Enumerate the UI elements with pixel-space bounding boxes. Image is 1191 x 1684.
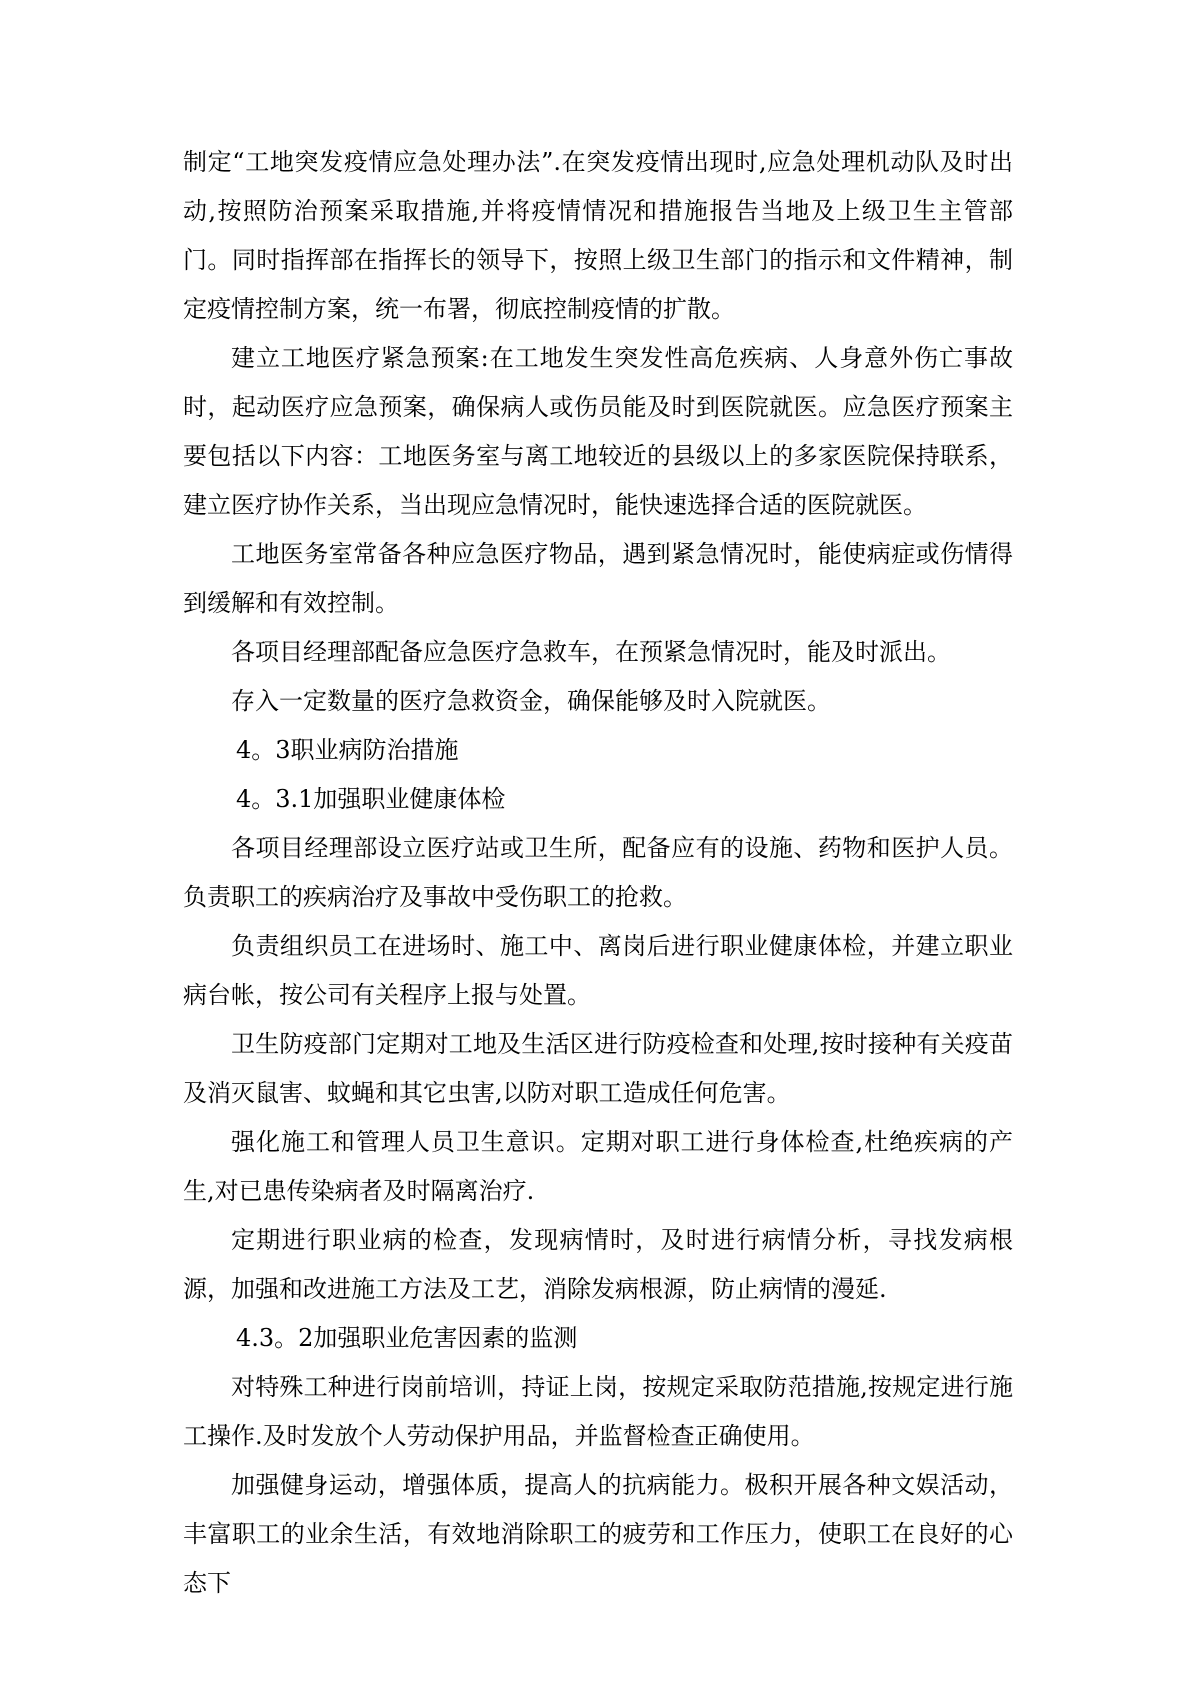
paragraph-epidemic-prevention: 卫生防疫部门定期对工地及生活区进行防疫检查和处理,按时接种有关疫苗及消灭鼠害、蚊蝇和其它虫害,以防对职工造成任何危害。 [183, 1030, 1013, 1107]
paragraph-fitness-activities: 加强健身运动，增强体质，提高人的抗病能力。极积开展各种文娱活动，丰富职工的业余生活，有效地消除职工的疲劳和工作压力，使职工在良好的心态下 [183, 1471, 1013, 1597]
subsection-heading-hazard-monitoring: 4.3。2加强职业危害因素的监测 [236, 1324, 578, 1352]
subsection-heading-health-checkup: 4。3.1加强职业健康体检 [236, 785, 506, 813]
paragraph-medical-emergency-plan: 建立工地医疗紧急预案:在工地发生突发性高危疾病、人身意外伤亡事故时，起动医疗应急预案，确保病人或伤员能及时到医院就医。应急医疗预案主要包括以下内容：工地医务室与离工地较近的县级以上的多家医院保持联系，建立医疗协作关系，当出现应急情况时，能快速选择合适的医院就医。 [183, 344, 1013, 519]
document-body [183, 138, 1013, 1608]
paragraph-emergency-funds: 存入一定数量的医疗急救资金，确保能够及时入院就医。 [231, 687, 831, 715]
section-heading-occupational-disease: 4。3职业病防治措施 [236, 736, 459, 764]
paragraph-medical-supplies: 工地医务室常备各种应急医疗物品，遇到紧急情况时，能使病症或伤情得到缓解和有效控制。 [183, 540, 1013, 617]
paragraph-hygiene-awareness: 强化施工和管理人员卫生意识。定期对职工进行身体检查,杜绝疾病的产生,对已患传染病者及时隔离治疗. [183, 1128, 1013, 1205]
paragraph-medical-station: 各项目经理部设立医疗站或卫生所，配备应有的设施、药物和医护人员。负责职工的疾病治疗及事故中受伤职工的抢救。 [183, 834, 1013, 911]
paragraph-health-examination: 负责组织员工在进场时、施工中、离岗后进行职业健康体检，并建立职业病台帐，按公司有关程序上报与处置。 [183, 932, 1013, 1009]
paragraph-epidemic-emergency-measures: 制定“工地突发疫情应急处理办法”.在突发疫情出现时,应急处理机动队及时出动,按照防治预案采取措施,并将疫情情况和措施报告当地及上级卫生主管部门。同时指挥部在指挥长的领导下，按照上级卫生部门的指示和文件精神，制定疫情控制方案，统一布署，彻底控制疫情的扩散。 [183, 148, 1013, 323]
paragraph-ambulance: 各项目经理部配备应急医疗急救车，在预紧急情况时，能及时派出。 [231, 638, 951, 666]
paragraph-special-training: 对特殊工种进行岗前培训，持证上岗，按规定采取防范措施,按规定进行施工操作.及时发放个人劳动保护用品，并监督检查正确使用。 [183, 1373, 1013, 1450]
paragraph-regular-checks: 定期进行职业病的检查，发现病情时，及时进行病情分析，寻找发病根源，加强和改进施工方法及工艺，消除发病根源，防止病情的漫延. [183, 1226, 1013, 1303]
